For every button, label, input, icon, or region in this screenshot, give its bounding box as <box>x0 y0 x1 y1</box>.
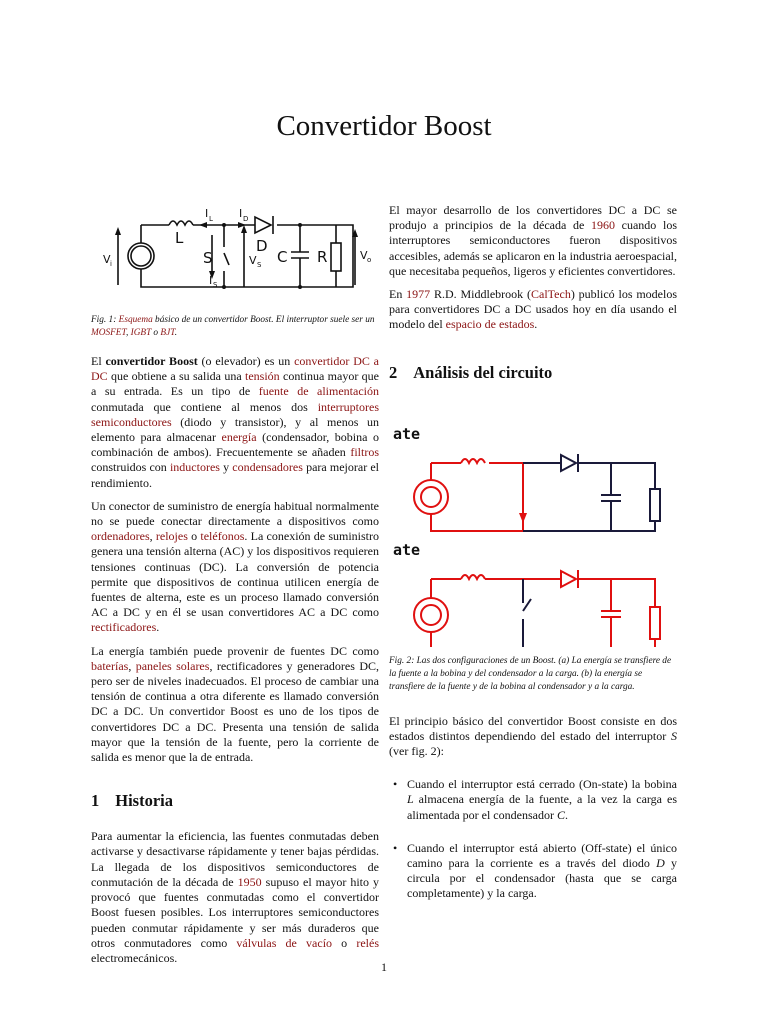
section-1-heading: 1 Historia <box>91 791 173 811</box>
right-paragraph-2: En 1977 R.D. Middlebrook (CalTech) publicó los modelos para convertidores DC a DC usados hoy en día usando el modelo del espacio de estados. <box>389 287 677 332</box>
list-item: • Cuando el interruptor está cerrado (On-state) la bobina L almacena energía de la fuente, a la vez la carga es alimentada por el condensador C. <box>389 777 677 823</box>
figure-1-caption: Fig. 1: Esquema básico de un convertidor Boost. El interruptor suele ser un MOSFET, IGBT o BJT. <box>91 315 375 338</box>
link-rectificadores[interactable]: rectificadores <box>91 620 157 635</box>
link-convertidor-dc[interactable]: convertidor DC a DC <box>91 354 380 384</box>
link-valvulas-vacio[interactable]: válvulas de vacío <box>236 935 333 950</box>
link-reles[interactable]: relés <box>356 935 379 950</box>
svg-text:S: S <box>257 261 262 269</box>
link-1960[interactable]: 1960 <box>590 218 615 233</box>
svg-text:i: i <box>110 260 112 268</box>
state-label-top: ate <box>393 424 421 443</box>
svg-text:I: I <box>239 207 243 220</box>
link-condensadores[interactable]: condensadores <box>232 460 303 475</box>
link-paneles-solares[interactable]: paneles solares <box>135 658 210 673</box>
link-tension[interactable]: tensión <box>245 369 280 384</box>
intro-paragraph-1: El convertidor Boost (o elevador) es un convertidor DC a DC que obtiene a su salida una tensión continua mayor que a su entrada. Es un tipo de fuente de alimentación conmutada que contiene al menos dos interruptores semiconductores (diodo y transistor), y al menos un elemento para almacenar energía (condensador, bobina o combinación de ambos). Frecuentemente se añaden filtros construidos con inductores y condensadores para mejorar el rendimiento. <box>91 354 380 490</box>
link-ordenadores[interactable]: ordenadores <box>91 529 150 544</box>
svg-text:o: o <box>367 256 372 264</box>
svg-text:V: V <box>103 253 111 266</box>
link-1950[interactable]: 1950 <box>237 874 262 889</box>
link-baterias[interactable]: baterías <box>91 658 129 673</box>
link-relojes[interactable]: relojes <box>155 529 188 544</box>
link-igbt[interactable]: IGBT <box>130 328 152 338</box>
link-telefonos[interactable]: teléfonos <box>200 529 245 544</box>
left-column <box>91 195 379 966</box>
link-bjt[interactable]: BJT <box>160 328 175 338</box>
svg-text:I: I <box>209 274 213 287</box>
link-fuente-alimentacion[interactable]: fuente de alimentación <box>258 384 379 399</box>
link-esquema[interactable]: Esquema <box>118 315 153 325</box>
figure-2-caption: Fig. 2: Las dos configuraciones de un Boost. (a) La energía se transfiere de la fuente a la bobina y del condensador a la carga. (b) la energía se transfiere de la fuente y de la bobina al condensador y a la carga. <box>389 655 672 692</box>
link-interruptores[interactable]: interruptores semiconductores <box>91 399 379 429</box>
fig1-label-C: C <box>277 248 288 266</box>
link-espacio-estados[interactable]: espacio de estados <box>445 317 535 332</box>
svg-text:V: V <box>249 254 257 267</box>
figure-2-circuits <box>389 409 677 647</box>
svg-text:L: L <box>209 215 213 223</box>
states-list <box>389 777 677 901</box>
historia-paragraph: Para aumentar la eficiencia, las fuentes conmutadas deben activarse y desactivarse rápidamente y tener bajas pérdidas. La llegada de los dispositivos semiconductores de conmutación de la década de 1950 supuso el mayor hito y provocó que fuentes conmutadas como el convertidor Boost fuesen posibles. Los interruptores semiconductores pueden conmutar rápidamente y ser más duraderos que otros conmutadores como válvulas de vacío o relés electromecánicos. <box>91 829 379 965</box>
figure-1-circuit <box>91 195 379 305</box>
link-caltech[interactable]: CalTech <box>531 287 571 302</box>
link-inductores[interactable]: inductores <box>169 460 220 475</box>
page-title: Convertidor Boost <box>276 110 492 142</box>
intro-paragraph-3: La energía también puede provenir de fuentes DC como baterías, paneles solares, rectificadores y generadores DC, pero ser de niveles inadecuados. El proceso de cambiar una tensión de continua a otra diferente es llamado conversión DC a DC. Un convertidor Boost es uno de los tipos de convertidores DC a DC. Presenta una tensión de salida mayor que la tensión de la fuente, pero la corriente de salida es menor que la de entrada. <box>91 643 379 765</box>
svg-text:D: D <box>243 215 249 223</box>
right-paragraph-1: El mayor desarrollo de los convertidores DC a DC se produjo a principios de la década de 1960 cuando los interruptores semiconductores fueron dispositivos accesibles, además se aplicaron en la industria aeroespacial, que necesitaba pequeños, ligeros y eficientes convertidores. <box>389 203 677 278</box>
link-1977[interactable]: 1977 <box>406 287 431 302</box>
fig1-label-L: L <box>175 229 184 247</box>
right-column <box>389 203 677 912</box>
state-label-bottom: ate <box>393 540 421 559</box>
fig1-label-S: S <box>203 249 213 267</box>
section-2-heading: 2 Análisis del circuito <box>389 362 553 382</box>
link-energia[interactable]: energía <box>221 430 257 445</box>
svg-text:S: S <box>213 281 218 289</box>
link-mosfet[interactable]: MOSFET <box>91 328 126 338</box>
intro-paragraph-2: Un conector de suministro de energía habitual normalmente no se puede conectar directamente a dispositivos como ordenadores, relojes o teléfonos. La conexión de suministro genera una tensión alterna (AC) y los dispositivos requieren tensiones continuas (DC). La conversión de potencia permite que dispositivos de continua utilicen energía de fuentes de alterna, este es un proceso llamado conversión AC a DC y en él se usan convertidores AC a DC como rectificadores. <box>91 498 380 635</box>
svg-text:I: I <box>205 207 209 220</box>
fig1-label-D: D <box>256 237 268 255</box>
principle-paragraph: El principio básico del convertidor Boost consiste en dos estados distintos dependiendo del estado del interruptor S (ver fig. 2): <box>389 713 677 759</box>
fig1-label-R: R <box>317 248 328 266</box>
list-item: • Cuando el interruptor está abierto (Off-state) el único camino para la corriente es a través del diodo D y circula por el condensador (hasta que se carga completamente) y la carga. <box>389 841 677 902</box>
svg-text:V: V <box>360 249 368 262</box>
link-filtros[interactable]: filtros <box>350 445 379 460</box>
page-number: 1 <box>381 960 387 974</box>
